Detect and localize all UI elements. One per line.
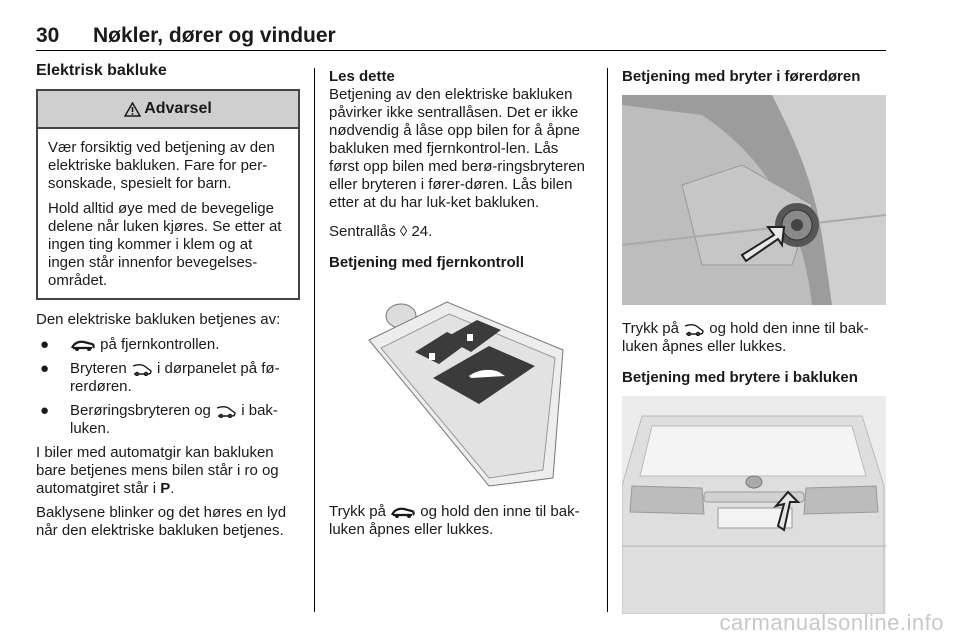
warning-header [38,91,298,129]
tail-light-text: Baklysene blinker og det høres en lyd når den elektriske bakluken betjenes. [36,504,287,539]
tailgate-switch-icon [683,323,705,336]
remote-key-illustration [329,280,591,491]
car-tailgate-icon [390,506,416,519]
note-title: Les dette [329,68,395,85]
warning-triangle-icon [124,102,141,117]
page-reference-icon: ◊ [399,223,408,240]
list-item: ● på fjernkontrollen. [40,336,220,353]
tailgate-switch-illustration [622,396,886,614]
warning-title: Advarsel [144,100,212,117]
list-item: ● Berøringsbryteren og i bak-luken. [40,402,278,437]
door-switch-illustration [622,95,886,305]
warning-para-1: Vær forsiktig ved betjening av den elektriske bakluken. Fare for per-sonskade, spesielt for barn. [48,139,275,192]
warning-para-2: Hold alltid øye med de bevegelige delene når luken kjøres. Se etter at ingen ting kommer i klem og at ingen står innenfor bevegelses-området. [48,200,282,289]
door-instruction: Trykk på og hold den inne til bak-luken åpnes eller lukkes. [622,320,869,355]
automatic-gear-text: I biler med automatgir kan bakluken bare betjenes mens bilen står i ro og automatgiret står i P. [36,444,279,497]
column-divider-1 [314,68,315,612]
operation-list [36,336,300,438]
watermark: carmanualsonline.info [719,610,944,635]
remote-section-title: Betjening med fjernkontroll [329,254,525,271]
intro-text: Den elektriske bakluken betjenes av: [36,311,281,328]
door-section-title: Betjening med bryter i førerdøren [622,68,861,85]
tailgate-switch-icon [131,363,153,376]
section-title: Elektrisk bakluke [36,62,167,79]
warning-body [38,129,298,298]
remote-instruction: Trykk på og hold den inne til bak-luken åpnes eller lukkes. [329,503,580,538]
chapter-title: Nøkler, dører og vinduer [93,24,336,47]
header-rule [36,50,886,51]
tailgate-section-title: Betjening med brytere i bakluken [622,369,858,386]
central-lock-reference: Sentrallås ◊ 24. [329,223,433,240]
column-divider-2 [607,68,608,612]
warning-box [36,89,300,300]
column-2 [329,68,591,539]
tailgate-switch-icon [215,405,237,418]
page-number: 30 [36,24,60,47]
column-1 [36,62,300,540]
note-text: Betjening av den elektriske bakluken påvirker ikke sentrallåsen. Det er ikke nødvendig å låse opp bilen for å åpne bakluken med fjernkontrol-len. Lås først opp bilen med berø-ringsbryteren eller bryteren i fører-døren. Lås bilen etter at du har luk-ket bakluken. [329,86,585,211]
column-3 [622,68,886,614]
car-tailgate-icon [70,339,96,352]
list-item: ● Bryteren i dørpanelet på fø-rerdøren. [40,360,280,395]
